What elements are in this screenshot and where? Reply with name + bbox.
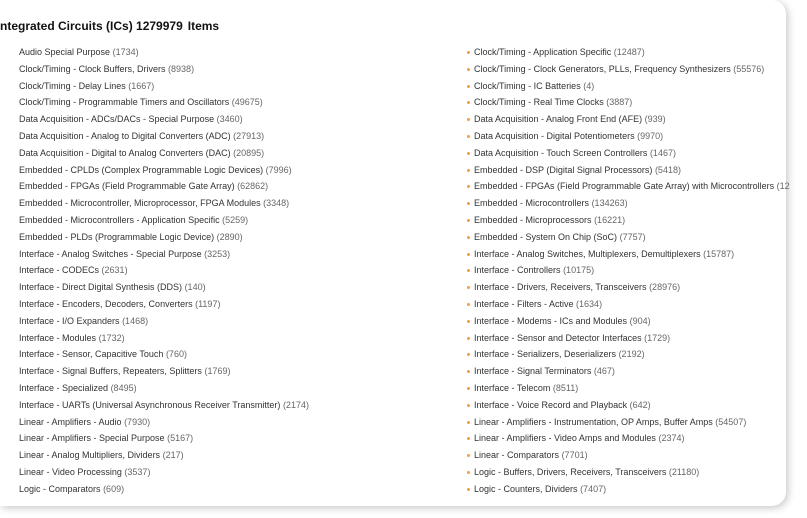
item-count: (467) — [593, 366, 615, 377]
bullet-icon — [467, 303, 470, 306]
subcategory-link[interactable]: Embedded - CPLDs (Complex Programmable Logic Devices) — [19, 164, 264, 175]
subcategory-item — [19, 178, 459, 195]
subcategory-link[interactable]: Linear - Video Processing — [19, 466, 122, 477]
subcategory-item — [467, 262, 807, 279]
subcategory-item — [467, 195, 807, 212]
bullet-icon — [467, 471, 470, 474]
bullet-icon — [467, 337, 470, 340]
item-count: (7701) — [561, 450, 588, 461]
item-count: (62862) — [237, 181, 269, 192]
item-count: (4) — [583, 80, 595, 91]
subcategory-link[interactable]: Embedded - Microcontroller, Microprocessor, FPGA Modules — [19, 198, 261, 209]
subcategory-link[interactable]: Interface - Signal Terminators — [474, 366, 592, 377]
subcategory-item — [467, 481, 807, 498]
subcategory-link[interactable]: Data Acquisition - Digital to Analog Converters (DAC) — [19, 147, 231, 158]
subcategory-link[interactable]: Data Acquisition - ADCs/DACs - Special Purpose — [19, 114, 215, 125]
subcategory-link[interactable]: Interface - Direct Digital Synthesis (DDS) — [19, 282, 183, 293]
subcategory-item — [19, 212, 459, 229]
item-count: (1769) — [204, 366, 231, 377]
subcategory-item — [467, 296, 807, 313]
item-count: (27913) — [233, 130, 265, 141]
subcategory-link[interactable]: Clock/Timing - Programmable Timers and Oscillators — [19, 97, 230, 108]
subcategory-item — [19, 447, 459, 464]
subcategory-link[interactable]: Logic - Comparators — [19, 483, 101, 494]
subcategory-link[interactable]: Interface - Modems - ICs and Modules — [474, 315, 628, 326]
item-count: (1729) — [644, 332, 671, 343]
item-count: (1634) — [576, 298, 603, 309]
item-count: (3537) — [124, 466, 151, 477]
subcategory-link[interactable]: Interface - Controllers — [474, 265, 561, 276]
item-count: (12487) — [613, 47, 645, 57]
subcategory-item — [467, 447, 807, 464]
bullet-icon — [467, 404, 470, 407]
subcategory-item — [19, 94, 459, 111]
subcategory-link[interactable]: Interface - UARTs (Universal Asynchronous Receiver Transmitter) — [19, 399, 281, 410]
subcategory-item — [19, 363, 459, 380]
item-count: (54507) — [715, 416, 747, 427]
bullet-icon — [467, 68, 470, 71]
subcategory-item — [19, 246, 459, 263]
item-count: (7996) — [265, 164, 292, 175]
item-count: (3460) — [216, 114, 243, 125]
item-count: (2631) — [101, 265, 128, 276]
bullet-icon — [467, 152, 470, 155]
bullet-icon — [467, 320, 470, 323]
subcategory-item — [19, 330, 459, 347]
subcategory-link[interactable]: Embedded - FPGAs (Field Programmable Gate Array) with Microcontrollers — [474, 181, 775, 192]
bullet-icon — [467, 253, 470, 256]
item-count: (8938) — [168, 63, 195, 74]
subcategory-item — [19, 195, 459, 212]
subcategory-link[interactable]: Interface - Filters - Active — [474, 298, 574, 309]
subcategory-link[interactable]: Interface - Telecom — [474, 382, 551, 393]
item-count: (28976) — [649, 282, 681, 293]
subcategory-item — [19, 481, 459, 498]
subcategory-item — [467, 162, 807, 179]
item-count: (140) — [184, 282, 206, 293]
bullet-icon — [467, 370, 470, 373]
bullet-icon — [467, 85, 470, 88]
subcategory-item — [467, 464, 807, 481]
item-count: (5167) — [167, 433, 194, 444]
subcategory-list-left — [19, 44, 459, 498]
item-count: (2192) — [618, 349, 645, 360]
subcategory-item — [19, 162, 459, 179]
bullet-icon — [467, 421, 470, 424]
subcategory-item — [19, 346, 459, 363]
subcategory-item — [19, 145, 459, 162]
subcategory-link[interactable]: Embedded - DSP (Digital Signal Processors) — [474, 164, 653, 175]
subcategory-item — [467, 330, 807, 347]
item-count: (3348) — [263, 198, 290, 209]
subcategory-link[interactable]: Clock/Timing - Clock Buffers, Drivers — [19, 63, 166, 74]
subcategory-item — [467, 111, 807, 128]
subcategory-item — [467, 61, 807, 78]
subcategory-item — [19, 279, 459, 296]
item-count: (15787) — [703, 248, 735, 259]
subcategory-link[interactable]: Data Acquisition - Touch Screen Controllers — [474, 147, 648, 158]
subcategory-item — [467, 346, 807, 363]
item-count: (3887) — [606, 97, 633, 108]
subcategory-link[interactable]: Interface - Voice Record and Playback — [474, 399, 628, 410]
subcategory-link[interactable]: Interface - Sensor and Detector Interfaces — [474, 332, 642, 343]
subcategory-link[interactable]: Embedded - System On Chip (SoC) — [474, 231, 618, 242]
item-count: (642) — [629, 399, 651, 410]
subcategory-link[interactable]: Interface - Drivers, Receivers, Transceivers — [474, 282, 647, 293]
subcategory-item — [19, 313, 459, 330]
subcategory-item — [467, 145, 807, 162]
subcategory-list-right — [467, 44, 807, 498]
subcategory-link[interactable]: Clock/Timing - IC Batteries — [474, 80, 581, 91]
subcategory-item — [467, 229, 807, 246]
subcategory-link[interactable]: Interface - Modules — [19, 332, 97, 343]
subcategory-item — [19, 111, 459, 128]
item-count: (7930) — [124, 416, 151, 427]
subcategory-item — [467, 212, 807, 229]
subcategory-link[interactable]: Clock/Timing - Delay Lines — [19, 80, 126, 91]
item-count: (5259) — [222, 214, 249, 225]
item-count: (1667) — [128, 80, 155, 91]
subcategory-link[interactable]: Linear - Amplifiers - Video Amps and Modules — [474, 433, 656, 444]
subcategory-link[interactable]: Embedded - Microprocessors — [474, 214, 592, 225]
subcategory-link[interactable]: Data Acquisition - Analog Front End (AFE) — [474, 114, 643, 125]
item-count: (1197) — [195, 298, 221, 309]
item-count: (20895) — [233, 147, 265, 158]
subcategory-item — [19, 397, 459, 414]
subcategory-item — [19, 61, 459, 78]
subcategory-item — [19, 128, 459, 145]
items-label: Items — [187, 19, 220, 33]
item-count: (1467) — [649, 147, 676, 158]
subcategory-item — [19, 262, 459, 279]
bullet-icon — [467, 269, 470, 272]
subcategory-link[interactable]: Embedded - Microcontrollers - Application Specific — [19, 214, 220, 225]
subcategory-link[interactable]: Embedded - PLDs (Programmable Logic Device) — [19, 231, 215, 242]
item-count: (8511) — [552, 382, 579, 393]
subcategory-item — [467, 44, 807, 61]
item-count: (12 — [776, 181, 790, 192]
bullet-icon — [467, 118, 470, 121]
item-count: (134263) — [591, 198, 628, 209]
subcategory-item — [467, 313, 807, 330]
item-count: (49675) — [231, 97, 263, 108]
item-count: (21180) — [668, 466, 700, 477]
item-count: (1468) — [122, 315, 149, 326]
item-count: (3253) — [204, 248, 231, 259]
bullet-icon — [467, 454, 470, 457]
subcategory-item — [19, 414, 459, 431]
item-count: (1734) — [112, 47, 139, 57]
subcategory-item — [467, 430, 807, 447]
item-count: (7757) — [619, 231, 646, 242]
bullet-icon — [467, 185, 470, 188]
subcategory-item — [467, 94, 807, 111]
item-count: (9970) — [637, 130, 664, 141]
category-title: ntegrated Circuits (ICs) 1279979 — [0, 19, 183, 33]
subcategory-link[interactable]: Interface - Encoders, Decoders, Converters — [19, 298, 193, 309]
item-count: (760) — [165, 349, 187, 360]
subcategory-link[interactable]: Audio Special Purpose — [19, 47, 111, 57]
subcategory-item — [19, 44, 459, 61]
subcategory-item — [19, 296, 459, 313]
subcategory-link[interactable]: Clock/Timing - Real Time Clocks — [474, 97, 604, 108]
subcategory-item — [467, 397, 807, 414]
item-count: (1732) — [98, 332, 125, 343]
item-count: (7407) — [580, 483, 607, 494]
subcategory-link[interactable]: Embedded - Microcontrollers — [474, 198, 590, 209]
bullet-icon — [467, 236, 470, 239]
item-count: (939) — [644, 114, 666, 125]
subcategory-link[interactable]: Linear - Amplifiers - Audio — [19, 416, 122, 427]
subcategory-item — [467, 178, 807, 195]
subcategory-link[interactable]: Data Acquisition - Digital Potentiometers — [474, 130, 635, 141]
item-count: (16221) — [594, 214, 626, 225]
subcategory-link[interactable]: Data Acquisition - Analog to Digital Converters (ADC) — [19, 130, 231, 141]
subcategory-link[interactable]: Clock/Timing - Clock Generators, PLLs, Frequency Synthesizers — [474, 63, 731, 74]
subcategory-item — [19, 380, 459, 397]
subcategory-link[interactable]: Interface - Analog Switches, Multiplexers, Demultiplexers — [474, 248, 701, 259]
subcategory-link[interactable]: Interface - Analog Switches - Special Purpose — [19, 248, 202, 259]
subcategory-link[interactable]: Interface - Signal Buffers, Repeaters, Splitters — [19, 366, 202, 377]
subcategory-link[interactable]: Interface - Sensor, Capacitive Touch — [19, 349, 164, 360]
subcategory-link[interactable]: Linear - Analog Multipliers, Dividers — [19, 450, 161, 461]
subcategory-link[interactable]: Linear - Amplifiers - Special Purpose — [19, 433, 165, 444]
subcategory-link[interactable]: Embedded - FPGAs (Field Programmable Gate Array) — [19, 181, 235, 192]
bullet-icon — [467, 387, 470, 390]
bullet-icon — [467, 219, 470, 222]
bullet-icon — [467, 101, 470, 104]
subcategory-item — [467, 78, 807, 95]
subcategory-item — [467, 414, 807, 431]
subcategory-link[interactable]: Logic - Counters, Dividers — [474, 483, 578, 494]
subcategory-item — [19, 464, 459, 481]
item-count: (2174) — [282, 399, 309, 410]
category-heading — [0, 19, 219, 33]
bullet-icon — [467, 169, 470, 172]
subcategory-link[interactable]: Linear - Comparators — [474, 450, 560, 461]
subcategory-item — [467, 279, 807, 296]
bullet-icon — [467, 51, 470, 54]
subcategory-item — [467, 246, 807, 263]
item-count: (609) — [103, 483, 125, 494]
subcategory-link[interactable]: Clock/Timing - Application Specific — [474, 47, 612, 57]
subcategory-link[interactable]: Interface - CODECs — [19, 265, 100, 276]
subcategory-item — [467, 380, 807, 397]
subcategory-link[interactable]: Interface - Serializers, Deserializers — [474, 349, 617, 360]
item-count: (904) — [629, 315, 651, 326]
bullet-icon — [467, 488, 470, 491]
item-count: (2374) — [658, 433, 685, 444]
subcategory-item — [19, 78, 459, 95]
subcategory-item — [19, 430, 459, 447]
subcategory-link[interactable]: Linear - Amplifiers - Instrumentation, OP Amps, Buffer Amps — [474, 416, 713, 427]
subcategory-item — [467, 363, 807, 380]
bullet-icon — [467, 202, 470, 205]
subcategory-item — [467, 128, 807, 145]
bullet-icon — [467, 437, 470, 440]
item-count: (5418) — [654, 164, 681, 175]
subcategory-link[interactable]: Interface - I/O Expanders — [19, 315, 120, 326]
bullet-icon — [467, 135, 470, 138]
bullet-icon — [467, 286, 470, 289]
subcategory-link[interactable]: Interface - Specialized — [19, 382, 109, 393]
subcategory-item — [19, 229, 459, 246]
bullet-icon — [467, 353, 470, 356]
item-count: (8495) — [110, 382, 137, 393]
item-count: (217) — [162, 450, 184, 461]
item-count: (2890) — [216, 231, 243, 242]
item-count: (10175) — [563, 265, 595, 276]
item-count: (55576) — [733, 63, 765, 74]
subcategory-link[interactable]: Logic - Buffers, Drivers, Receivers, Transceivers — [474, 466, 667, 477]
